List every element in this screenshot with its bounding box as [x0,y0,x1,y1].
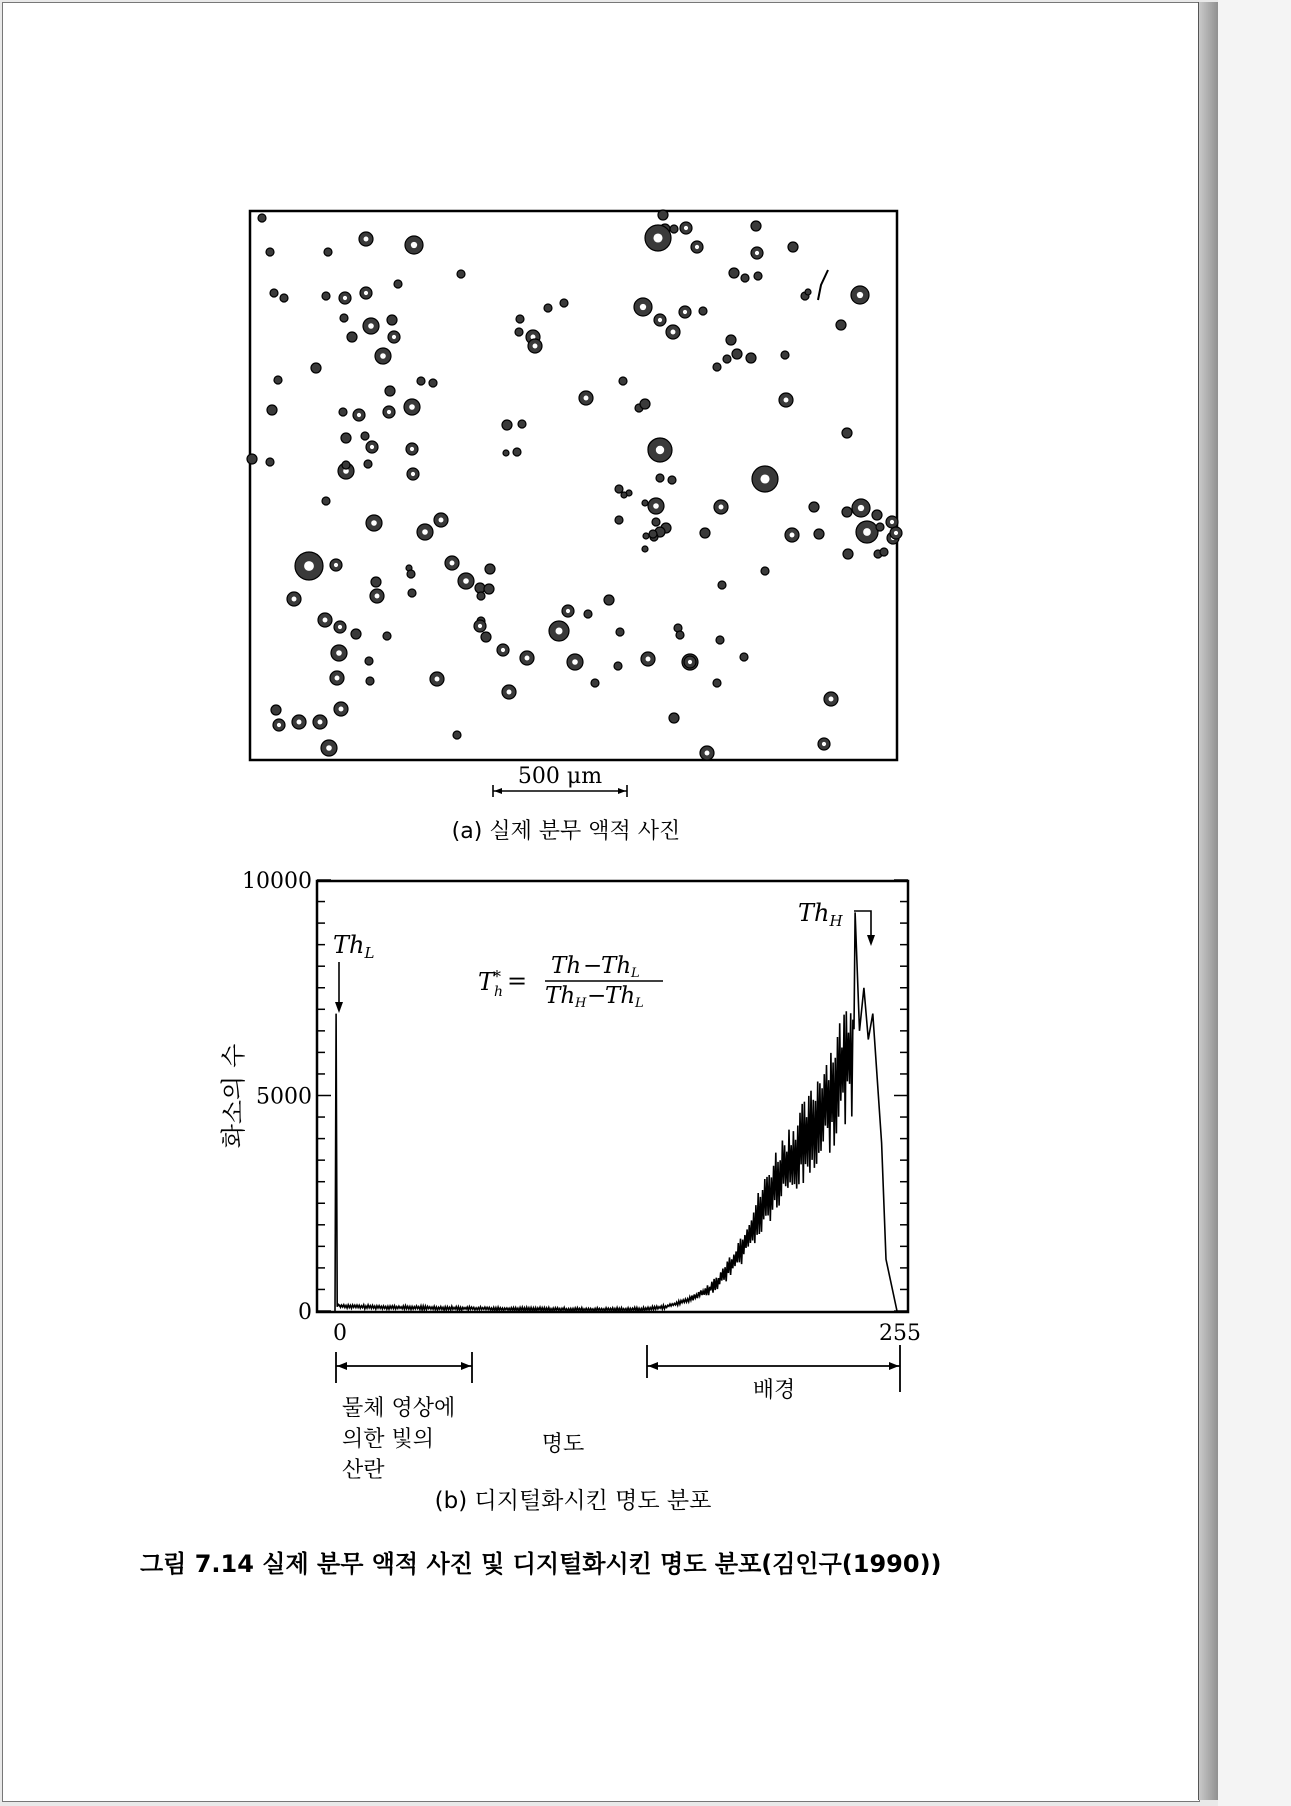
caption-b: (b) 디지털화시킨 명도 분포 [434,1488,712,1514]
y-axis-label: 화소의 수 [219,1043,248,1149]
svg-text:Th: Th [551,953,582,979]
x-tick-label: 255 [879,1321,921,1346]
svg-text:L: L [631,966,640,981]
y-tick-label: 0 [298,1300,312,1325]
x-axis-label: 명도 [541,1432,585,1457]
figure-caption: 그림 7.14 실제 분무 액적 사진 및 디지털화시킨 명도 분포(김인구(1990)) [140,1550,942,1578]
svg-text:*: * [493,967,501,986]
caption-a: (a) 실제 분무 액적 사진 [451,819,681,844]
object-scatter-line2: 의한 빛의 [342,1427,435,1452]
x-tick-label: 0 [333,1321,347,1346]
object-range-bracket [336,1352,472,1383]
scale-label: 500 μm [517,764,603,789]
svg-text:−: − [583,953,603,979]
threshold-high-label: $Th_H$ [798,899,843,930]
threshold-low-label: $Th_L$ [333,931,375,962]
y-tick-labels [242,869,312,1325]
object-scatter-line1: 물체 영상에 [342,1396,456,1421]
object-scatter-line3: 산란 [342,1458,385,1483]
svg-text:Th: Th [545,983,576,1009]
svg-text:h: h [494,984,504,1000]
svg-text:Th: Th [601,953,632,979]
background-label: 배경 [752,1378,796,1403]
svg-text:H: H [575,996,587,1011]
svg-text:−: − [587,983,607,1009]
x-tick-labels [333,1321,921,1346]
y-tick-label: 10000 [242,869,312,894]
svg-text:T: T [478,968,495,996]
svg-text:L: L [635,996,644,1011]
svg-text:Th: Th [605,983,636,1009]
y-tick-label: 5000 [256,1084,312,1110]
svg-text:=: = [507,967,528,995]
